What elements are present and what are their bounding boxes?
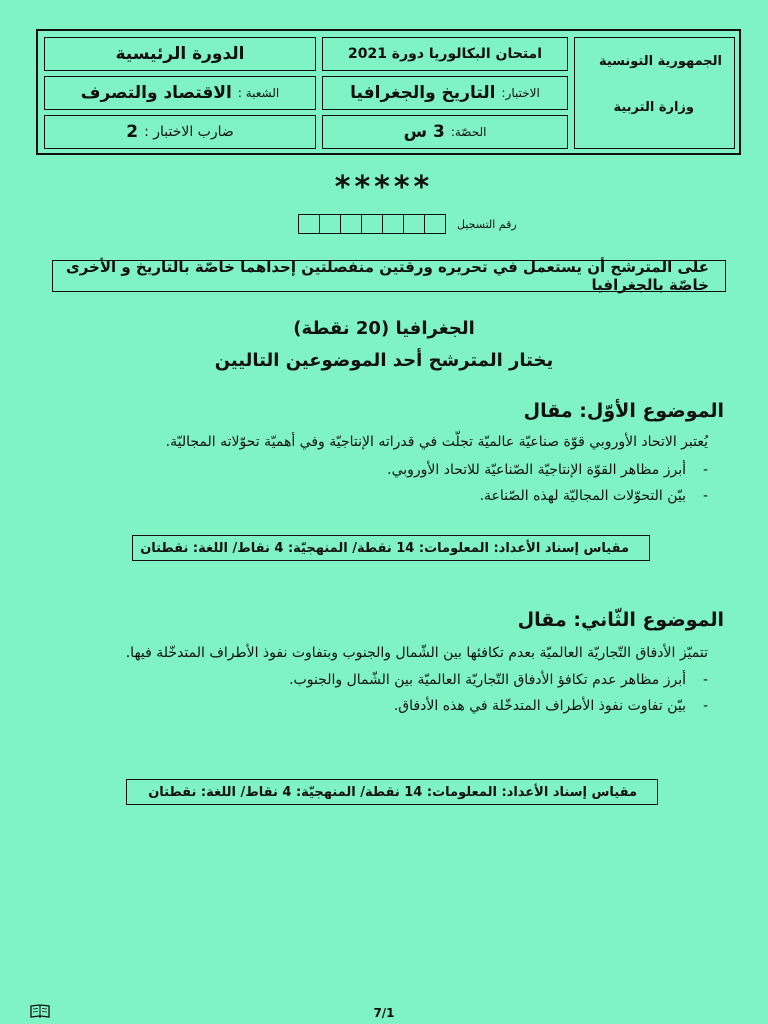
subject-label: الاختبار:	[501, 86, 540, 100]
branch-cell	[44, 76, 316, 110]
registration-row	[298, 213, 517, 235]
topic-1-statement: يُعتبر الاتحاد الأوروبي قوّة صناعيّة عالميّة تجلّت في قدراته الإنتاجيّة وفي أهميّة تحوّلاته المجاليّة.	[165, 434, 708, 450]
exam-title-cell	[322, 37, 568, 71]
subject-value: التاريخ والجغرافيا	[350, 83, 496, 103]
duration-label: الحصّة:	[450, 125, 487, 139]
registration-digit-box[interactable]	[424, 214, 446, 234]
registration-boxes[interactable]	[298, 214, 445, 234]
stars-separator: *****	[334, 170, 434, 205]
bullet-dash: -	[702, 462, 708, 478]
registration-label: رقم التسجيل	[457, 217, 517, 231]
topic-1-title: الموضوع الأوّل: مقال	[523, 400, 724, 422]
topic-1-criteria-box	[132, 535, 650, 561]
topic-1-criteria: مقياس إسناد الأعداد: المعلومات: 14 نقطة/ المنهجيّة: 4 نقاط/ اللغة: نقطتان	[140, 540, 629, 556]
bullet-dash: -	[702, 488, 708, 504]
ministry-cell	[574, 37, 735, 149]
registration-digit-box[interactable]	[340, 214, 362, 234]
subject-cell	[322, 76, 568, 110]
notice-text: على المترشح أن يستعمل في تحريره ورقتين منفصلتين إحداهما خاصّة بالتاريخ و الأخرى خاصّة بالجغرافيا	[65, 258, 709, 294]
topic-2-bullet-2: بيّن تفاوت نفوذ الأطراف المتدخّلة في هذه الأدفاق.	[393, 698, 686, 714]
registration-digit-box[interactable]	[319, 214, 341, 234]
paper-notice	[52, 260, 726, 292]
topic-2-bullet	[289, 672, 708, 688]
country-name: الجمهورية التونسية	[598, 54, 722, 69]
exam-title: امتحان البكالوريا دورة 2021	[347, 46, 543, 62]
page-number: 7/1	[373, 1006, 395, 1020]
topic-2-criteria-box	[126, 779, 658, 805]
coefficient-label: ضارب الاختبار :	[144, 124, 234, 140]
topic-1-bullet	[387, 462, 708, 478]
topic-2-criteria: مقياس إسناد الأعداد: المعلومات: 14 نقطة/ المنهجيّة: 4 نقاط/ اللغة: نقطتان	[148, 784, 637, 800]
section-title: الجغرافيا (20 نقطة)	[293, 318, 475, 339]
topic-2-bullet-1: أبرز مظاهر عدم تكافؤ الأدفاق التّجاريّة العالميّة بين الشّمال والجنوب.	[289, 672, 686, 688]
section-instruction: يختار المترشح أحد الموضوعين التاليين	[214, 350, 554, 371]
session-value: الدورة الرئيسية	[115, 44, 245, 64]
topic-2-statement: تتميّز الأدفاق التّجاريّة العالميّة بعدم تكافئها بين الشّمال والجنوب وبتفاوت نفوذ الأطراف المتدخّلة فيها.	[125, 645, 708, 661]
coefficient-value: 2	[126, 122, 139, 142]
topic-1-bullet	[480, 488, 708, 504]
duration-value: 3 س	[403, 122, 445, 142]
branch-label: الشعبة :	[237, 86, 280, 100]
duration-cell	[322, 115, 568, 149]
registration-digit-box[interactable]	[403, 214, 425, 234]
branch-value: الاقتصاد والتصرف	[80, 83, 232, 103]
session-cell	[44, 37, 316, 71]
bullet-dash: -	[702, 698, 708, 714]
bullet-dash: -	[702, 672, 708, 688]
topic-1-bullet-2: بيّن التحوّلات المجاليّة لهذه الصّناعة.	[479, 488, 686, 504]
exam-header-table	[36, 29, 741, 155]
coefficient-cell	[44, 115, 316, 149]
registration-digit-box[interactable]	[382, 214, 404, 234]
registration-digit-box[interactable]	[361, 214, 383, 234]
ministry-name: وزارة التربية	[613, 100, 694, 115]
topic-2-title: الموضوع الثّاني: مقال	[517, 609, 724, 631]
registration-digit-box[interactable]	[298, 214, 320, 234]
topic-1-bullet-1: أبرز مظاهر القوّة الإنتاجيّة الصّناعيّة للاتحاد الأوروبي.	[387, 462, 686, 478]
topic-2-bullet	[394, 698, 708, 714]
